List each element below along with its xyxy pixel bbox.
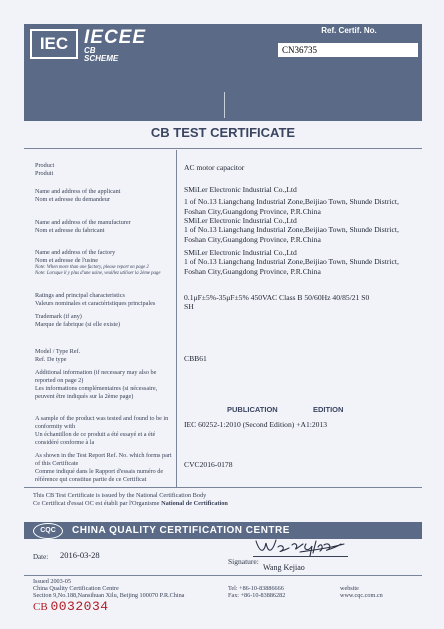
- cb-logo-line2: SCHEME: [84, 54, 119, 63]
- label-fr: Les informations complémentaires (si nécessaire, peuvent être indiqués sur la 2ème page): [35, 385, 158, 400]
- date-value: 2016-03-28: [60, 550, 100, 560]
- applicant-value: [184, 185, 416, 216]
- header-band-lower: [24, 90, 422, 121]
- header-divider: [224, 92, 225, 118]
- label-fr: Produit: [35, 170, 54, 177]
- column-divider: [176, 150, 177, 487]
- label-fr: Un échantillon de ce produit a été essayé et a été considéré conforme à la: [35, 431, 156, 446]
- label-en: Additional information (if necessary may also be reported on page 2): [35, 369, 157, 384]
- edition-heading: EDITION: [313, 405, 344, 414]
- applicant-label: [35, 188, 175, 204]
- manufacturer-address: 1 of No.13 Liangchang Industrial Zone,Beijiao Town, Shunde District, Foshan City,Guangdong Province, P.R.China: [184, 225, 399, 244]
- factory-name: SMiLer Electronic Industrial Co.,Ltd: [184, 248, 297, 257]
- label-en: Product: [35, 162, 55, 169]
- model-label: [35, 348, 175, 364]
- serial-number: [33, 599, 109, 614]
- bottom-rule: [24, 487, 422, 488]
- factory-note-fr: Note: Lorsque il y plus d'une usine, veuillez utiliser la 2ème page: [35, 270, 161, 276]
- cqc-logo: CQC: [33, 523, 63, 539]
- applicant-name: SMiLer Electronic Industrial Co.,Ltd: [184, 185, 297, 194]
- issuer-address: Section 9,No.188,Nansihuan Xilu, Beijing 100070 P.R.China: [33, 592, 185, 600]
- tested-standard-value: IEC 60252-1:2010 (Second Edition) +A1:2013: [184, 420, 328, 429]
- label-en: Trademark (if any): [35, 313, 82, 320]
- factory-label: [35, 249, 175, 276]
- manufacturer-value: [184, 216, 416, 244]
- label-fr: Marque de fabrique (si elle existe): [35, 321, 121, 328]
- label-en: Model / Type Ref.: [35, 348, 81, 355]
- issued-date: Issued 2003-05: [33, 578, 71, 585]
- tel: Tel: +86-10-83886666: [228, 585, 284, 592]
- tested-label: [35, 415, 175, 447]
- fax: Fax: +86-10-83886282: [228, 592, 286, 600]
- issued-by-text: [33, 492, 228, 508]
- issued-en: This CB Test Certificate is issued by the National Certification Body: [33, 492, 207, 499]
- handwritten-signature: [252, 535, 352, 557]
- additional-info-label: [35, 369, 175, 401]
- iecee-logo: IECEE: [84, 27, 147, 48]
- website-label: website: [340, 585, 359, 592]
- factory-note-en: Note: When more than one factory, please report on page 2: [35, 265, 149, 270]
- signature-label: Signature:: [228, 557, 259, 566]
- trademark-label: [35, 313, 175, 329]
- manufacturer-label: [35, 219, 175, 235]
- ratings-label: [35, 292, 175, 308]
- publication-heading: PUBLICATION: [227, 405, 278, 414]
- label-fr: Nom et adresse du demandeur: [35, 196, 110, 203]
- issued-fr-prefix: Ce Certificat d'essai OC est établi par l'Organisme: [33, 500, 162, 507]
- product-label: [35, 162, 175, 178]
- label-en: As shown in the Test Report Ref. No. which forms part of this Certificate: [35, 452, 172, 467]
- cb-scheme-logo: [84, 47, 118, 63]
- trademark-logo: [190, 311, 260, 333]
- ref-certificate-number: CN36735: [278, 43, 418, 57]
- label-fr: Nom et adresse du fabricant: [35, 227, 105, 234]
- label-en: Ratings and principal characteristics: [35, 292, 125, 299]
- applicant-address: 1 of No.13 Liangchang Industrial Zone,Beijiao Town, Shunde District, Foshan City,Guangdong Province, P.R.China: [184, 197, 399, 216]
- iec-logo: IEC: [30, 29, 78, 59]
- serial-prefix: CB: [33, 601, 48, 613]
- cb-logo-line1: CB: [84, 46, 96, 55]
- label-en: A sample of the product was tested and found to be in conformity with: [35, 415, 169, 430]
- signature-line: [253, 556, 348, 557]
- website[interactable]: www.cqc.com.cn: [340, 592, 383, 600]
- issuer-org: China Quality Certification Centre: [33, 585, 119, 593]
- page-title: CB TEST CERTIFICATE: [150, 125, 296, 140]
- model-value: CBB61: [184, 354, 207, 363]
- certification-body-name: CHINA QUALITY CERTIFICATION CENTRE: [72, 525, 290, 536]
- label-fr: Valeurs nominales et caractéristiques principales: [35, 300, 156, 307]
- manufacturer-name: SMiLer Electronic Industrial Co.,Ltd: [184, 216, 297, 225]
- issued-fr-bold: National de Certification: [161, 500, 228, 507]
- label-fr: Comme indiqué dans le Rapport d'essais numéro de référence qui constitue partie de ce Certificat: [35, 468, 164, 483]
- product-value: AC motor capacitor: [184, 163, 245, 172]
- issuer-address-block: [33, 578, 184, 600]
- signatory-name: Wang Kejiao: [263, 563, 305, 572]
- factory-value: [184, 248, 416, 276]
- date-label: Date:: [33, 553, 49, 561]
- serial-value: 0032034: [50, 599, 109, 614]
- factory-address: 1 of No.13 Liangchang Industrial Zone,Beijiao Town, Shunde District, Foshan City,Guangdong Province, P.R.China: [184, 257, 399, 276]
- label-fr: Ref. De type: [35, 356, 67, 363]
- ratings-value: 0.1μF±5%-35μF±5% 450VAC Class B 50/60Hz 40/85/21 S0 SH: [184, 293, 370, 312]
- footer-rule: [24, 575, 422, 576]
- contact-block: [228, 585, 285, 599]
- label-en: Name and address of the manufacturer: [35, 219, 131, 226]
- label-en: Name and address of the applicant: [35, 188, 121, 195]
- report-number-value: CVC2016-0178: [184, 460, 233, 469]
- ref-certificate-label: Ref. Certif. No.: [321, 26, 377, 35]
- report-label: [35, 452, 175, 484]
- top-rule: [24, 148, 422, 149]
- label-en: Name and address of the factory: [35, 249, 116, 256]
- label-fr: Nom et adresse de l'usine: [35, 257, 98, 264]
- website-block: [340, 585, 383, 599]
